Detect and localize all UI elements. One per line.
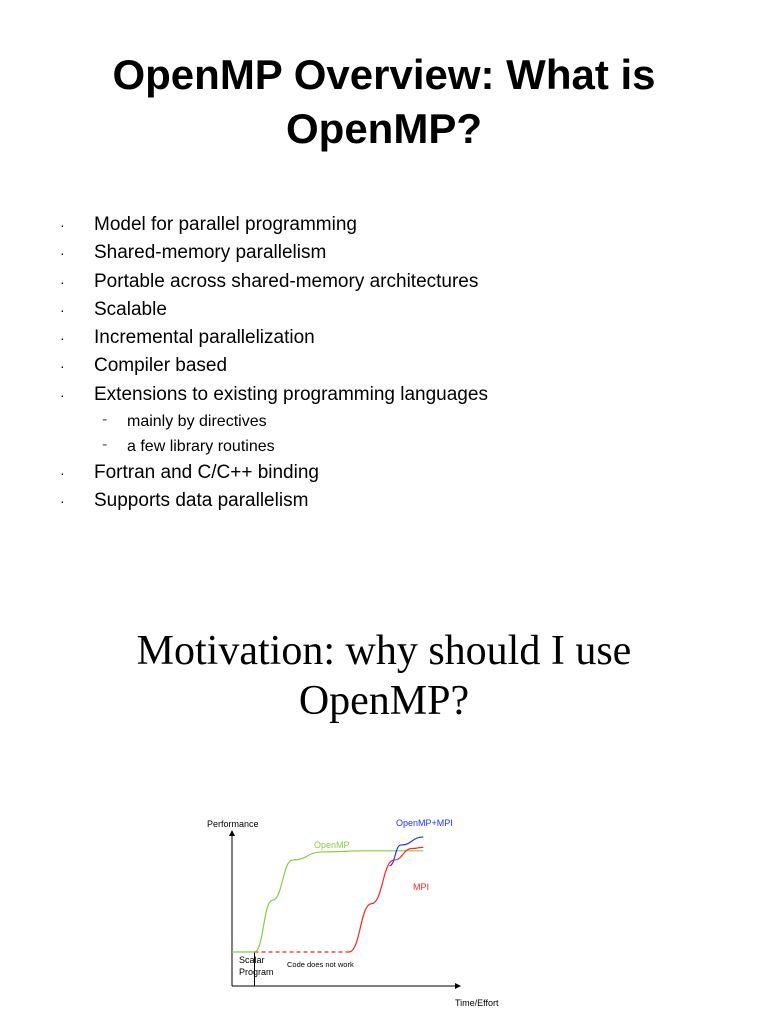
x-axis-arrow-icon bbox=[455, 983, 461, 989]
dash-icon: - bbox=[102, 411, 108, 429]
annotation-scalar-line1: Scalar bbox=[239, 955, 265, 965]
bullet-item bbox=[60, 296, 740, 324]
slide2-title-line2: OpenMP? bbox=[298, 678, 470, 724]
series-label-openmp: OpenMP bbox=[314, 840, 350, 850]
bullet-dot-icon: · bbox=[60, 330, 65, 347]
bullet-item bbox=[60, 381, 740, 409]
chart-series-layer bbox=[232, 837, 423, 952]
slide1-title-line2: OpenMP? bbox=[286, 105, 482, 152]
dash-icon: - bbox=[102, 436, 108, 454]
bullet-text: Extensions to existing programming languages bbox=[94, 383, 488, 405]
slide2-title-line1: Motivation: why should I use bbox=[136, 628, 632, 674]
sub-bullet-item bbox=[60, 434, 740, 459]
y-axis-arrow-icon bbox=[229, 830, 235, 836]
bullet-item bbox=[60, 211, 740, 239]
annotation-code-does-not-work: Code does not work bbox=[287, 960, 354, 969]
bullet-list bbox=[60, 211, 740, 516]
bullet-item bbox=[60, 324, 740, 352]
bullet-item bbox=[60, 352, 740, 380]
bullet-item bbox=[60, 268, 740, 296]
x-axis-label: Time/Effort bbox=[455, 998, 499, 1008]
bullet-item bbox=[60, 459, 740, 487]
y-axis-label: Performance bbox=[207, 819, 259, 829]
bullet-text: Fortran and C/C++ binding bbox=[94, 462, 319, 484]
bullet-text: Shared-memory parallelism bbox=[94, 242, 327, 264]
bullet-dot-icon: · bbox=[60, 493, 65, 510]
series-label-mpi: MPI bbox=[413, 882, 430, 892]
bullet-dot-icon: · bbox=[60, 301, 65, 318]
series-label-openmp-mpi: OpenMP+MPI bbox=[396, 818, 453, 828]
series-line-openmp bbox=[232, 851, 423, 952]
annotation-scalar-line2: Program bbox=[239, 967, 274, 977]
performance-chart-svg bbox=[195, 810, 505, 1015]
slide1-title-line1: OpenMP Overview: What is bbox=[112, 51, 656, 98]
performance-chart bbox=[195, 810, 505, 1015]
bullet-dot-icon: · bbox=[60, 217, 65, 233]
sub-bullet-item bbox=[60, 409, 740, 434]
bullet-text: Scalable bbox=[94, 298, 167, 320]
series-line-mpi bbox=[255, 847, 424, 952]
bullet-text: Portable across shared-memory architectures bbox=[94, 270, 479, 292]
sub-bullet-list bbox=[60, 409, 740, 459]
chart-labels-layer bbox=[207, 818, 499, 1008]
bullet-dot-icon: · bbox=[60, 386, 65, 403]
bullet-dot-icon: · bbox=[60, 358, 65, 375]
bullet-dot-icon: · bbox=[60, 465, 65, 482]
slide2-title bbox=[0, 626, 768, 726]
bullet-text: Incremental parallelization bbox=[94, 327, 315, 349]
sub-bullet-text: mainly by directives bbox=[127, 413, 267, 431]
sub-bullet-group bbox=[60, 409, 740, 459]
slide1-title bbox=[0, 48, 768, 156]
bullet-item bbox=[60, 239, 740, 267]
bullet-item bbox=[60, 487, 740, 515]
bullet-text: Compiler based bbox=[94, 355, 228, 377]
bullet-dot-icon: · bbox=[60, 273, 65, 290]
bullet-dot-icon: · bbox=[60, 245, 65, 262]
sub-bullet-text: a few library routines bbox=[127, 438, 275, 456]
bullet-text: Model for parallel programming bbox=[94, 214, 357, 235]
bullet-text: Supports data parallelism bbox=[94, 490, 309, 512]
